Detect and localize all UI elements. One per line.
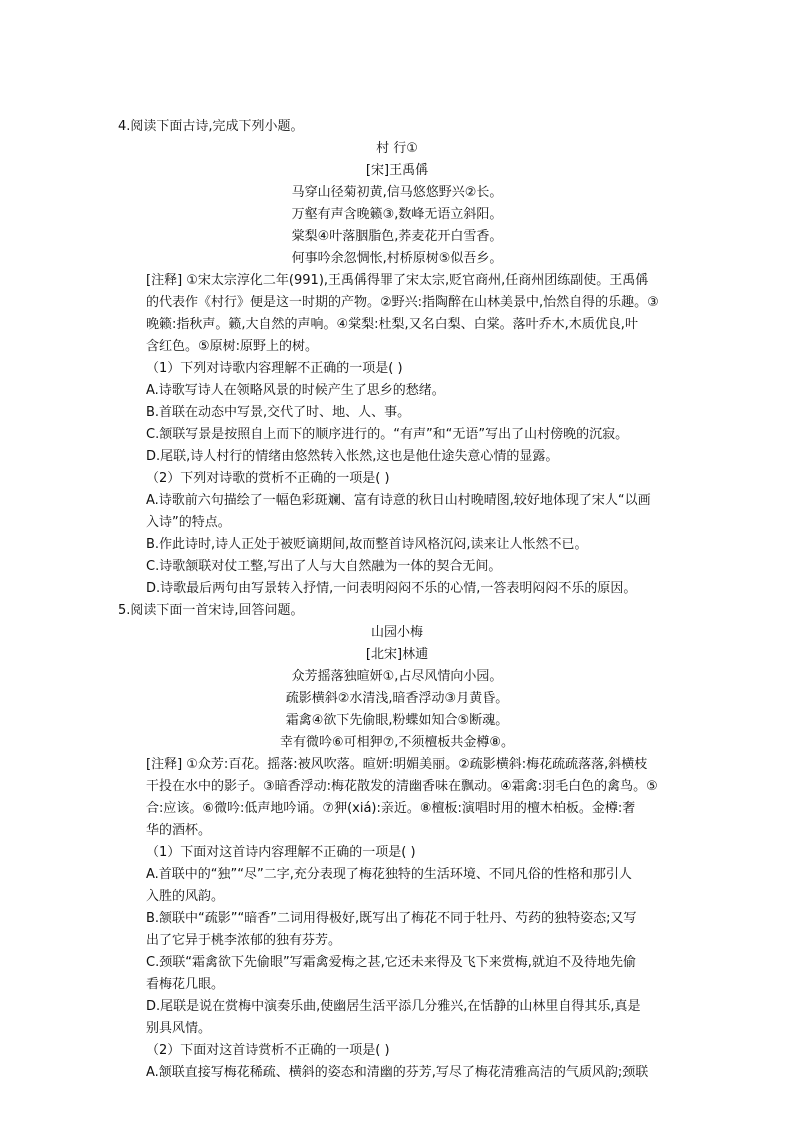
q4-poem-author: [宋]王禹偁 (365, 163, 429, 178)
q4-sub2-stem: （2）下列对诗歌的赏析不正确的一项是( ) (146, 471, 390, 486)
q4-sub2-option-b: B.作此诗时,诗人正处于被贬谪期间,故而整首诗风格沉闷,读来让人怅然不已。 (146, 537, 588, 552)
q4-sub1-option-b: B.首联在动态中写景,交代了时、地、人、事。 (146, 405, 411, 420)
q5-poem-line: 疏影横斜②水清浅,暗香浮动③月黄昏。 (285, 691, 509, 706)
q5-sub1-option-d: D.尾联是说在赏梅中演奏乐曲,使幽居生活平添几分雅兴,在恬静的山林里自得其乐,真是 (146, 999, 641, 1014)
q5-poem-line: 霜禽④欲下先偷眼,粉蝶如知合⑤断魂。 (285, 713, 509, 728)
q4-sub2-option-d: D.诗歌最后两句由写景转入抒情,一问表明闷闷不乐的心情,一答表明闷闷不乐的原因。 (146, 581, 637, 596)
q4-sub2-option-a: A.诗歌前六句描绘了一幅色彩斑斓、富有诗意的秋日山村晚晴图,较好地体现了宋人“以画 (146, 493, 651, 508)
q5-sub2-option-a: A.颔联直接写梅花稀疏、横斜的姿态和清幽的芬芳,写尽了梅花清雅高洁的气质风韵;颈联 (146, 1065, 649, 1080)
q5-note-line: 华的酒杯。 (146, 823, 212, 838)
q4-poem-title: 村 行① (376, 141, 418, 156)
q5-sub1-option-c: C.颈联“霜禽欲下先偷眼”写霜禽爱梅之甚,它还未来得及飞下来赏梅,就迫不及待地先偷 (146, 955, 636, 970)
q5-sub1-stem: （1）下面对这首诗内容理解不正确的一项是( ) (146, 845, 416, 860)
q5-sub1-option-a: A.首联中的“独”“尽”二字,充分表现了梅花独特的生活环境、不同凡俗的性格和那引人 (146, 867, 632, 882)
q4-sub2-option-c: C.诗歌颔联对仗工整,写出了人与大自然融为一体的契合无间。 (146, 559, 502, 574)
q4-poem-line: 何事吟余忽惆怅,村桥原树⑤似吾乡。 (291, 251, 503, 266)
q4-poem-line: 棠梨④叶落胭脂色,荞麦花开白雪香。 (291, 229, 503, 244)
q5-sub1-option-d-cont: 别具风情。 (146, 1021, 212, 1036)
q5-sub1-option-a-cont: 入胜的风韵。 (146, 889, 225, 904)
q4-note-line: 晚籁:指秋声。籁,大自然的声响。④棠梨:杜梨,又名白梨、白棠。落叶乔木,木质优良,叶 (146, 317, 638, 332)
q4-poem-line: 万壑有声含晚籁③,数峰无语立斜阳。 (291, 207, 503, 222)
q5-poem-line: 众芳摇落独暄妍①,占尽风情向小园。 (291, 669, 503, 684)
q5-note-line: 干投在水中的影子。③暗香浮动:梅花散发的清幽香味在飘动。④霜禽:羽毛白色的禽鸟。⑤ (146, 779, 658, 794)
q5-sub1-option-b: B.颔联中“疏影”“暗香”二词用得极好,既写出了梅花不同于牡丹、芍药的独特姿态;又写 (146, 911, 637, 926)
q4-sub1-option-c: C.颔联写景是按照自上而下的顺序进行的。“有声”和“无语”写出了山村傍晚的沉寂。 (146, 427, 629, 442)
q5-note-line: [注释] ①众芳:百花。摇落:被风吹落。暄妍:明媚美丽。②疏影横斜:梅花疏疏落落,斜横枝 (146, 757, 648, 772)
q4-note-line: 的代表作《村行》便是这一时期的产物。②野兴:指陶醉在山林美景中,怡然自得的乐趣。③ (146, 295, 659, 310)
q4-poem-line: 马穿山径菊初黄,信马悠悠野兴②长。 (291, 185, 503, 200)
q4-sub1-option-d: D.尾联,诗人村行的情绪由悠然转入怅然,这也是他仕途失意心情的显露。 (146, 449, 559, 464)
q5-note-line: 合:应该。⑥微吟:低声地吟诵。⑦狎(xiá):亲近。⑧檀板:演唱时用的檀木柏板。金樽:奢 (146, 801, 636, 816)
q5-poem-title: 山园小梅 (370, 625, 423, 640)
q5-heading: 5.阅读下面一首宋诗,回答问题。 (118, 603, 304, 618)
q5-poem-author: [北宋]林逋 (365, 647, 429, 662)
q5-poem-line: 幸有微吟⑥可相狎⑦,不须檀板共金樽⑧。 (279, 735, 515, 750)
q4-note-line: [注释] ①宋太宗淳化二年(991),王禹偁得罪了宋太宗,贬官商州,任商州团练副使。王禹偁 (146, 273, 649, 288)
q5-sub1-option-b-cont: 出了它异于桃李浓郁的独有芬芳。 (146, 933, 342, 948)
q5-sub1-option-c-cont: 看梅花几眼。 (146, 977, 225, 992)
q4-note-line: 含红色。⑤原树:原野上的树。 (146, 339, 319, 354)
q5-sub2-stem: （2）下面对这首诗赏析不正确的一项是( ) (146, 1043, 390, 1058)
q4-sub1-stem: （1）下列对诗歌内容理解不正确的一项是( ) (146, 361, 403, 376)
q4-heading: 4.阅读下面古诗,完成下列小题。 (118, 119, 304, 134)
q4-sub1-option-a: A.诗歌写诗人在领略风景的时候产生了思乡的愁绪。 (146, 383, 445, 398)
q4-sub2-option-a-cont: 入诗”的特点。 (146, 515, 231, 530)
